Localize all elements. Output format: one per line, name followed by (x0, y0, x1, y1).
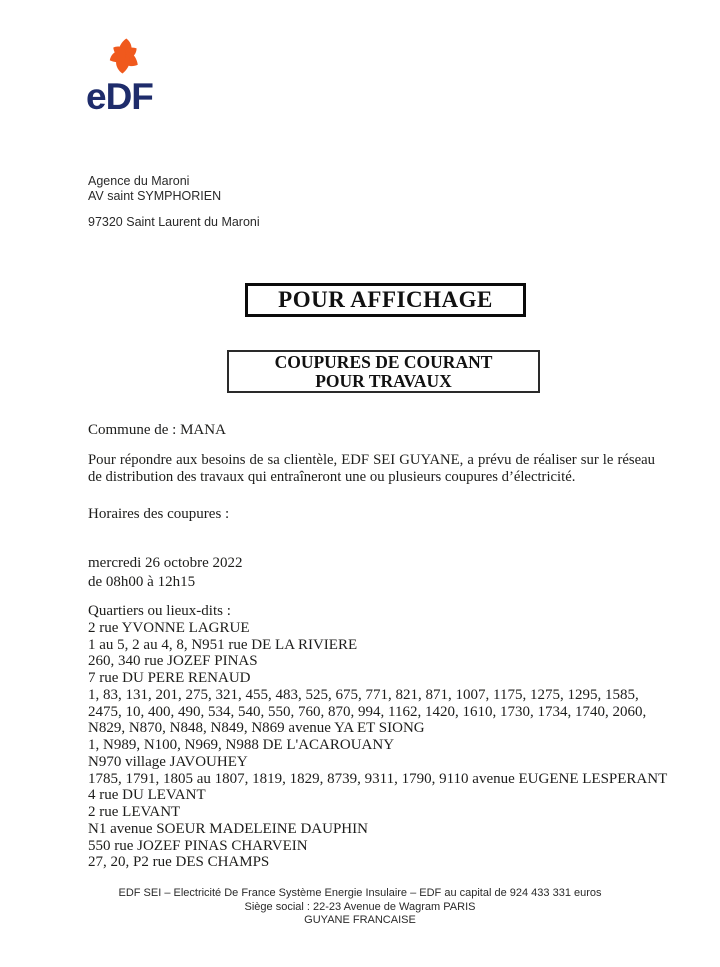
intro-line: Pour répondre aux besoins de sa clientèle, EDF SEI GUYANE, a prévu de réaliser sur le réseau (88, 452, 655, 468)
horaires-label: Horaires des coupures : (88, 506, 230, 522)
edf-flame-icon (95, 26, 153, 82)
edf-logo (86, 26, 216, 117)
quartiers-section (88, 603, 667, 871)
outage-notice-box (227, 350, 540, 393)
affichage-banner (245, 283, 526, 317)
outage-time: de 08h00 à 12h15 (88, 574, 196, 590)
location-line: 550 rue JOZEF PINAS CHARVEIN (88, 837, 308, 854)
location-line: 1785, 1791, 1805 au 1807, 1819, 1829, 8739, 9311, 1790, 9110 avenue EUGENE LESPERANT (88, 770, 668, 787)
footer-line: GUYANE FRANCAISE (304, 914, 416, 926)
notice-title-line: COUPURES DE COURANT (274, 351, 493, 372)
sender-address-line: Agence du Maroni (88, 174, 190, 188)
location-line: 1, 83, 131, 201, 275, 321, 455, 483, 525, 675, 771, 821, 871, 1007, 1175, 1275, 1295, 1585, (88, 686, 639, 703)
location-line: N1 avenue SOEUR MADELEINE DAUPHIN (88, 820, 368, 837)
edf-wordmark: eDF (86, 76, 153, 117)
intro-paragraph (88, 452, 655, 486)
footer-line: Siège social : 22-23 Avenue de Wagram PARIS (244, 900, 476, 913)
footer (0, 887, 720, 928)
outage-date: mercredi 26 octobre 2022 (88, 555, 243, 571)
sender-address (88, 174, 260, 230)
sender-address-line: AV saint SYMPHORIEN (88, 188, 222, 203)
location-line: N970 village JAVOUHEY (88, 753, 248, 770)
location-line: 4 rue DU LEVANT (88, 787, 206, 804)
banner-title: POUR AFFICHAGE (278, 287, 493, 312)
location-line: 7 rue DU PERE RENAUD (88, 670, 251, 686)
footer-line: EDF SEI – Electricité De France Système Energie Insulaire – EDF au capital de 924 433 331 euros (118, 887, 602, 899)
location-line: 2475, 10, 400, 490, 534, 540, 550, 760, 870, 994, 1162, 1420, 1610, 1730, 1734, 1740, 2060, (88, 703, 647, 720)
location-line: N829, N870, N848, N849, N869 avenue YA ET SIONG (88, 720, 425, 737)
quartiers-label: Quartiers ou lieux-dits : (88, 603, 231, 619)
location-line: 2 rue LEVANT (88, 804, 181, 820)
outage-datetime (88, 554, 243, 592)
location-line: 27, 20, P2 rue DES CHAMPS (88, 854, 270, 871)
intro-line: de distribution des travaux qui entraîneront une ou plusieurs coupures d’électricité. (88, 469, 576, 485)
location-line: 260, 340 rue JOZEF PINAS (88, 653, 258, 670)
location-line: 1, N989, N100, N969, N988 DE L'ACAROUANY (88, 737, 395, 753)
sender-address-line: 97320 Saint Laurent du Maroni (88, 215, 260, 229)
locations-list (88, 620, 667, 871)
location-line: 1 au 5, 2 au 4, 8, N951 rue DE LA RIVIERE (88, 636, 358, 653)
notice-title-line: POUR TRAVAUX (315, 370, 452, 391)
commune-line: Commune de : MANA (88, 422, 226, 438)
location-line: 2 rue YVONNE LAGRUE (88, 619, 250, 636)
